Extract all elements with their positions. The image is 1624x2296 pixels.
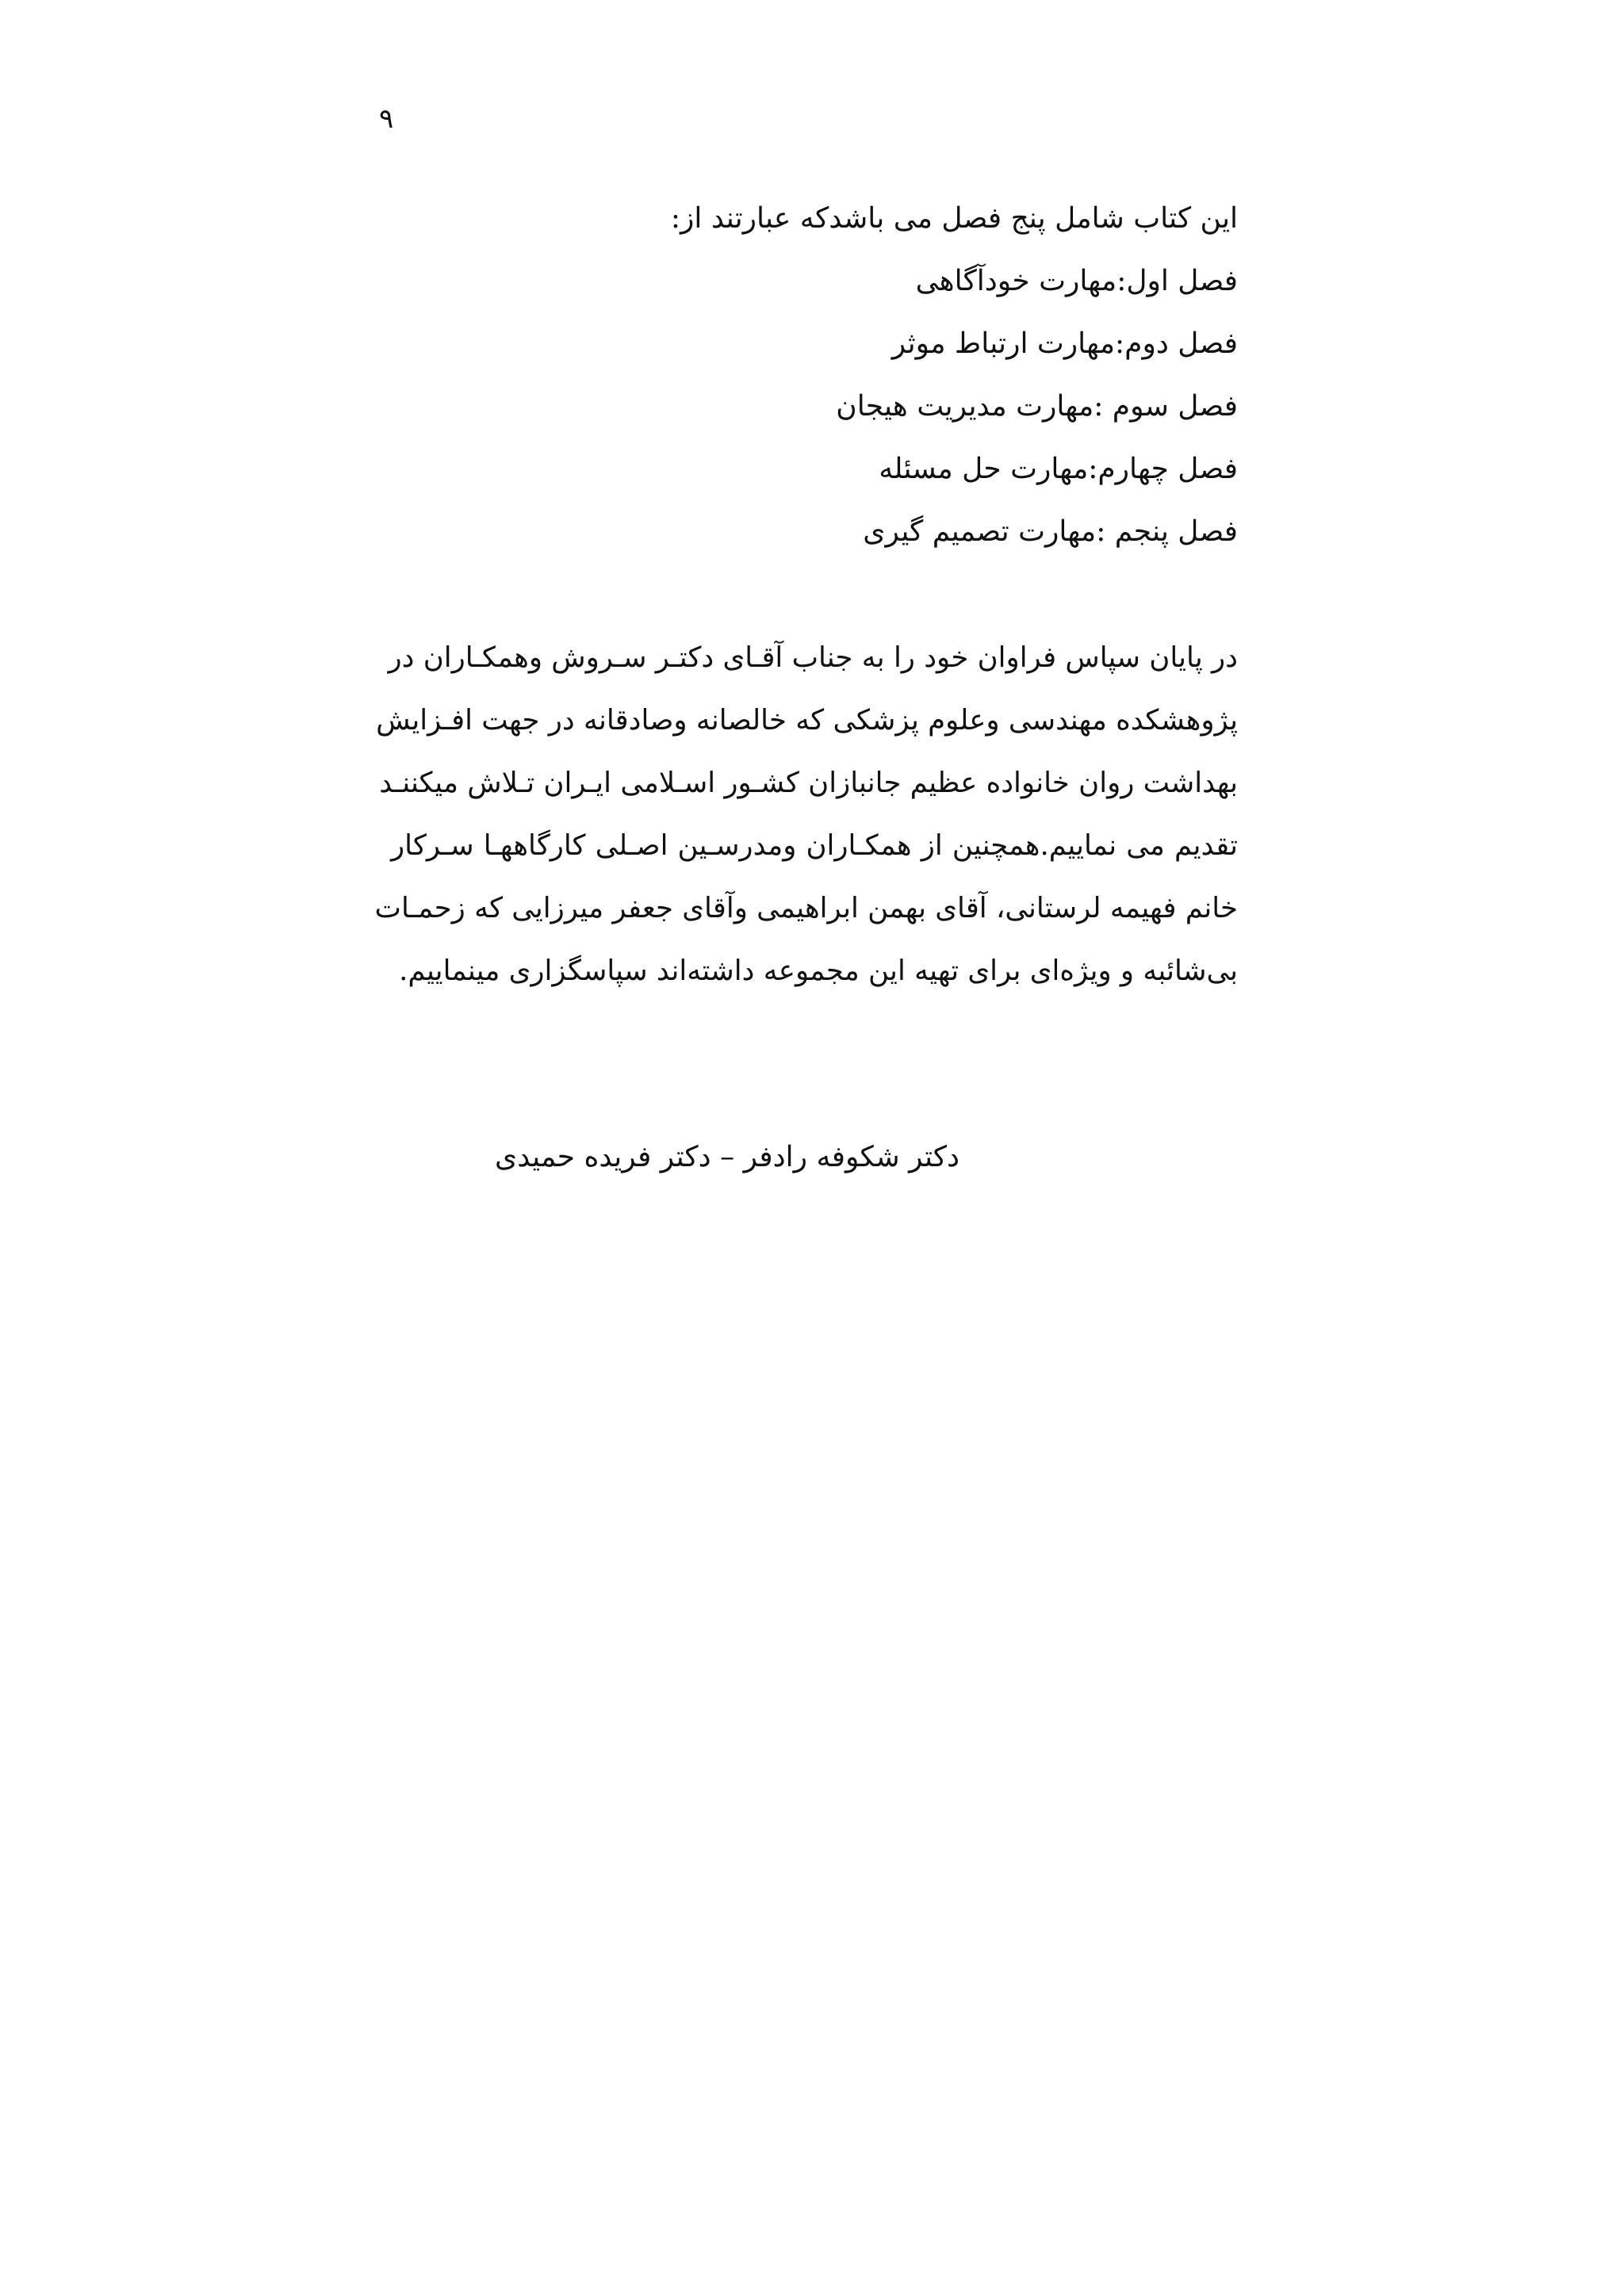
ack-line-3: بهداشت روان خانواده عظیم جانبازان کشـور اسـلامی ایـران تـلاش میکننـد (379, 767, 1238, 799)
chapter-4: فصل چهارم:مهارت حل مسئله (879, 453, 1238, 485)
ack-line-2: پژوهشکده مهندسی وعلوم پزشکی که خالصانه وصادقانه در جهت افـزایش (376, 704, 1238, 737)
author-signature: دکتر شکوفه رادفر – دکتر فریده حمیدی (495, 1141, 959, 1173)
ack-line-6: بی‌شائبه و ویژه‌ای برای تهیه این مجموعه داشته‌اند سپاسگزاری مینماییم. (399, 955, 1238, 987)
chapter-3: فصل سوم :مهارت مدیریت هیجان (836, 390, 1238, 423)
ack-line-4: تقدیم می نماییم.همچنین از همکـاران ومدرسـین اصـلی کارگاههـا سـرکار (391, 829, 1238, 862)
ack-line-5: خانم فهیمه لرستانی، آقای بهمن ابراهیمی وآقای جعفر میرزایی که زحمـات (374, 892, 1238, 924)
chapter-1: فصل اول:مهارت خودآگاهی (915, 265, 1238, 297)
page-number: ۹ (379, 103, 394, 135)
chapter-5: فصل پنجم :مهارت تصمیم گیری (863, 515, 1238, 548)
chapter-2: فصل دوم:مهارت ارتباط موثر (891, 327, 1238, 360)
chapter-list (445, 187, 1238, 563)
intro-line: این کتاب شامل پنج فصل می باشدکه عبارتند از: (670, 202, 1238, 235)
acknowledgement-paragraph (374, 626, 1238, 1002)
ack-line-1: در پایان سپاس فراوان خود را به جناب آقـای دکتـر سـروش وهمکـاران در (388, 641, 1238, 674)
